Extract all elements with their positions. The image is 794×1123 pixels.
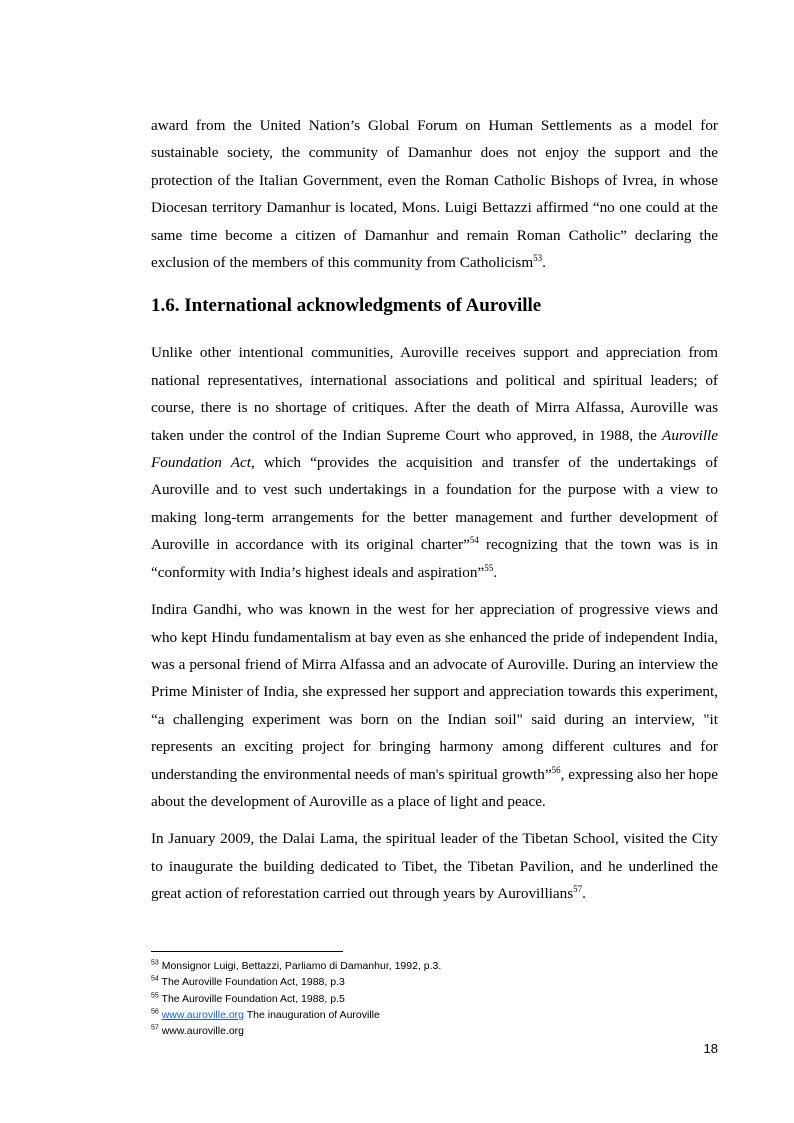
paragraph-indira-gandhi: Indira Gandhi, who was known in the west for her appreciation of progressive views and who kept Hindu fundamentalism at bay even as she enhanced the pride of independent India, was a personal friend of Mirra Alfassa and an advocate of Auroville. During an interview the Prime Minister of India, she expressed her support and appreciation towards this experiment, “a challenging experiment was born on the Indian soil" said during an interview, "it represents an exciting project for bringing harmony among different cultures and for understanding the environmental needs of man's spiritual growth”$^{56}$, expressing also her hope about the development of Auroville as a place of light and peace. [151, 601, 719, 810]
body-text [151, 112, 718, 918]
footnote-56: $^{56}$ www.auroville.org The inauguration of Auroville [151, 1008, 380, 1021]
footnote-ref-53[interactable]: 53 [533, 252, 543, 263]
paragraph-dalai-lama: In January 2009, the Dalai Lama, the spiritual leader of the Tibetan School, visited the City to inaugurate the building dedicated to Tibet, the Tibetan Pavilion, and he underlined the great action of reforestation carried out through years by Aurovillians$^{57}$. [151, 830, 718, 903]
footnotes [151, 958, 718, 1039]
auroville-link[interactable]: www.auroville.org [161, 1008, 245, 1021]
footnote-54: $^{54}$ The Auroville Foundation Act, 1988, p.3 [151, 975, 345, 989]
footnote-57: $^{57}$ www.auroville.org [151, 1024, 245, 1038]
footnote-ref-57[interactable]: 57 [573, 884, 583, 895]
paragraph-damanhur: award from the United Nation’s Global Forum on Human Settlements as a model for sustainable society, the community of Damanhur does not enjoy the support and the protection of the Italian Government, even the Roman Catholic Bishops of Ivrea, in whose Diocesan territory Damanhur is located, Mons. Luigi Bettazzi affirmed “no one could at the same time become a citizen of Damanhur and remain Roman Catholic” declaring the exclusion of the members of this community from Catholicism$^{53}$. [151, 117, 718, 272]
footnote-separator [151, 951, 343, 952]
footnote-ref-55[interactable]: 55 [484, 562, 494, 573]
act-title: Auroville Foundation Act [151, 426, 718, 472]
footnote-55: $^{55}$ The Auroville Foundation Act, 1988, p.5 [151, 992, 345, 1005]
footnote-ref-54[interactable]: 54 [469, 535, 479, 546]
footnote-53: $^{53}$ Monsignor Luigi, Bettazzi, Parliamo di Damanhur, 1992, p.3. [151, 959, 442, 972]
section-heading: 1.6. International acknowledgments of Auroville [151, 295, 542, 317]
footnote-ref-56[interactable]: 56 [551, 764, 561, 775]
paragraph-auroville-support: Unlike other intentional communities, Auroville receives support and appreciation from national representatives, international associations and political and spiritual leaders; of course, there is no shortage of critiques. After the death of Mirra Alfassa, Auroville was taken under the control of the Indian Supreme Court who approved, in 1988, the Auroville Foundation Act, which “provides the acquisition and transfer of the undertakings of Auroville and to vest such undertakings in a foundation for the purpose with a view to making long-term arrangements for the better management and further development of Auroville in accordance with its original charter”$^{54}$ recognizing that the town was is in “conformity with India’s highest ideals and aspiration”$^{55}$. [151, 344, 718, 581]
page-number: 18 [703, 1041, 718, 1056]
